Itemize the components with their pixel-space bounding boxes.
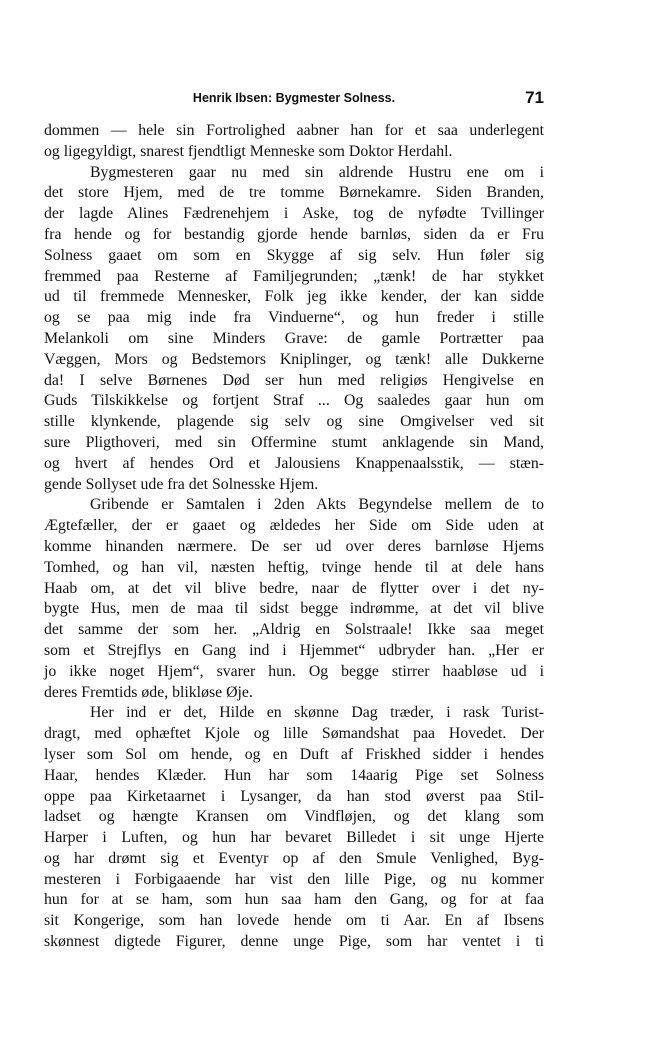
text-line: Væggen, Mors og Bedstemors Kniplinger, og tænk! alle Dukkerne [44, 350, 544, 368]
running-title: Henrik Ibsen: Bygmester Solness. [192, 91, 396, 105]
text-line: oppe paa Kirketaarnet i Lysanger, da han stod øverst paa Stil- [44, 787, 544, 805]
text-line: det store Hjem, med de tre tomme Børnekamre. Siden Branden, [44, 184, 544, 202]
text-line: Haar, hendes Klæder. Hun har som 14aarig Pige set Solness [44, 766, 544, 784]
text-line: deres Fremtids øde, blikløse Øje. [44, 683, 253, 701]
text-line: komme hinanden nærmere. De ser ud over deres barnløse Hjems [44, 537, 544, 555]
text-line: Gribende er Samtalen i 2den Akts Begyndelse mellem de to [90, 496, 544, 514]
text-line: fremmed paa Resterne af Familjegrunden; „tænk! de har stykket [44, 267, 544, 285]
text-line: Melankoli om sine Minders Grave: de gamle Portrætter paa [44, 329, 544, 347]
text-line: fra hende og for bestandig gjorde hende barnløs, siden da er Fru [44, 225, 544, 243]
text-line: jo ikke noget Hjem“, svarer hun. Og begge stirrer haabløse ud i [44, 662, 544, 680]
page-number: 71 [525, 88, 544, 107]
text-line: stille klynkende, plagende sig selv og sine Omgivelser ved sit [44, 413, 544, 431]
text-line: som et Strejflys en Gang ind i Hjemmet“ udbryder han. „Her er [44, 641, 544, 659]
page-header [44, 86, 544, 110]
text-line: sit Kongerige, som han lovede hende om ti Aar. En af Ibsens [44, 912, 544, 930]
text-line: mesteren i Forbigaaende har vist den lille Pige, og nu kommer [44, 870, 544, 888]
text-line: og se paa mig inde fra Vinduerne“, og hun freder i stille [44, 309, 544, 327]
text-line: dragt, med ophæftet Kjole og lille Sømandshat paa Hovedet. Der [44, 725, 544, 743]
text-line: Ægtefæller, der er gaaet og ældedes her Side om Side uden at [44, 517, 544, 535]
text-line: og hvert af hendes Ord et Jalousiens Knappenaalsstik, — stæn- [44, 454, 544, 472]
text-line: og ligegyldigt, snarest fjendtligt Menneske som Doktor Herdahl. [44, 142, 453, 160]
text-line: ladset og hængte Kransen om Vindfløjen, og det klang som [44, 808, 544, 826]
text-line: hun for at se ham, som hun saa ham den Gang, og for at faa [44, 891, 544, 909]
text-line: Her ind er det, Hilde en skønne Dag træder, i rask Turist- [90, 704, 544, 722]
text-line: det samme der som her. „Aldrig en Solstraale! Ikke saa meget [44, 621, 544, 639]
text-line: Tomhed, og han vil, næsten heftig, tvinge hende til at dele hans [44, 558, 544, 576]
text-line: gende Sollyset ude fra det Solnesske Hjem. [44, 475, 319, 493]
text-line: Bygmesteren gaar nu med sin aldrende Hustru ene om i [90, 163, 544, 181]
text-line: skønnest digtede Figurer, denne unge Pige, som har ventet i ti [44, 933, 544, 951]
text-line: og har drømt sig et Eventyr op af den Smule Venlighed, Byg- [44, 849, 544, 867]
text-line: Haab om, at det vil blive bedre, naar de flytter over i det ny- [44, 579, 544, 597]
text-line: Solness gaaet om som en Skygge af sig selv. Hun føler sig [44, 246, 544, 264]
text-line: dommen — hele sin Fortrolighed aabner han for et saa underlegent [44, 122, 544, 139]
text-line: da! I selve Børnenes Død ser hun med religiøs Hengivelse en [44, 371, 544, 389]
text-line: sure Pligthoveri, med sin Offermine stumt anklagende sin Mand, [44, 433, 544, 451]
text-line: ud til fremmede Mennesker, Folk jeg ikke kender, der kan sidde [44, 288, 544, 306]
text-line: lyser som Sol om hende, og en Duft af Friskhed sidder i hendes [44, 745, 544, 763]
body-text [44, 121, 544, 953]
text-line: Harper i Luften, og hun har bevaret Billedet i sit unge Hjerte [44, 829, 544, 847]
text-line: der lagde Alines Fædrenehjem i Aske, tog de nyfødte Tvillinger [44, 205, 544, 223]
text-line: bygte Hus, men de maa til sidst begge indrømme, at det vil blive [44, 600, 544, 618]
text-line: Guds Tilskikkelse og fortjent Straf ... Og saaledes gaar hun om [44, 392, 544, 410]
